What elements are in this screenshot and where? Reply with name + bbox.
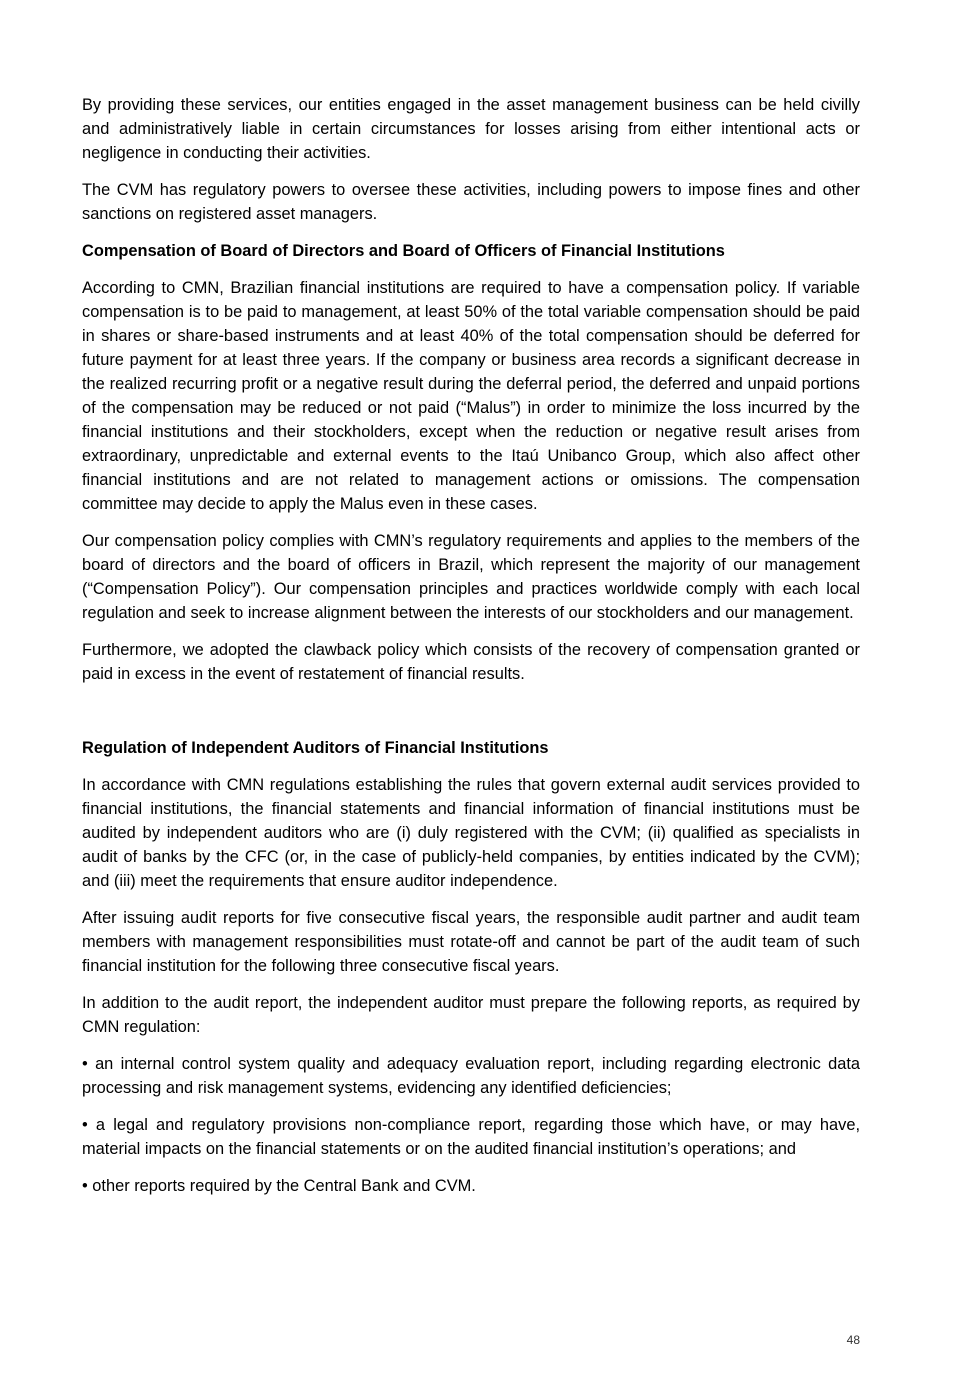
paragraph-cvm-powers: The CVM has regulatory powers to oversee these activities, including powers to impose fines and other sanctions on registered asset managers.	[82, 181, 860, 223]
paragraph-compensation-compliance: Our compensation policy complies with CMN’s regulatory requirements and applies to the members of the board of directors and the board of officers in Brazil, which represent the majority of our management (“Compensation Policy”). Our compensation principles and practices worldwide comply with each local regulation and seek to increase alignment between the interests of our stockholders and our management.	[82, 532, 860, 622]
paragraph-compensation-policy: According to CMN, Brazilian financial institutions are required to have a compensation policy. If variable compensation is to be paid to management, at least 50% of the total variable compensation should be paid in shares or share-based instruments and at least 40% of the total compensation should be deferred for future payment for at least three years. If the company or business area records a significant decrease in the realized recurring profit or a negative result during the deferral period, the deferred and unpaid portions of the compensation may be reduced or not paid (“Malus”) in order to minimize the loss incurred by the financial institutions and their stockholders, except when the reduction or negative result arises from extraordinary, unpredictable and external events to the Itaú Unibanco Group, which also affect other financial institutions and are not related to management actions or omissions. The compensation committee may decide to apply the Malus even in these cases.	[82, 279, 860, 513]
paragraph-auditor-requirements: In accordance with CMN regulations establishing the rules that govern external audit services provided to financial institutions, the financial statements and financial information of financial institutions must be audited by independent auditors who are (i) duly registered with the CVM; (ii) qualified as specialists in audit of banks by the CFC (or, in the case of publicly-held companies, by entities indicated by the CVM); and (iii) meet the requirements that ensure auditor independence.	[82, 776, 860, 890]
section-heading-auditors: Regulation of Independent Auditors of Financial Institutions	[82, 739, 549, 757]
section-spacer	[82, 699, 860, 736]
bullet-other-reports: • other reports required by the Central Bank and CVM.	[82, 1177, 476, 1195]
paragraph-auditor-rotation: After issuing audit reports for five consecutive fiscal years, the responsible audit partner and audit team members with management responsibilities must rotate-off and cannot be part of the audit team of such financial institution for the following three consecutive fiscal years.	[82, 909, 860, 975]
section-heading-compensation: Compensation of Board of Directors and Board of Officers of Financial Institutions	[82, 242, 725, 260]
page-number: 48	[846, 1333, 860, 1347]
paragraph-asset-management-liability: By providing these services, our entities engaged in the asset management business can be held civilly and administratively liable in certain circumstances for losses arising from either intentional acts or negligence in conducting their activities.	[82, 96, 860, 162]
paragraph-auditor-reports-intro: In addition to the audit report, the independent auditor must prepare the following reports, as required by CMN regulation:	[82, 994, 860, 1036]
bullet-non-compliance-report: • a legal and regulatory provisions non-compliance report, regarding those which have, or may have, material impacts on the financial statements or on the audited financial institution’s operations; and	[82, 1116, 860, 1158]
paragraph-clawback-policy: Furthermore, we adopted the clawback policy which consists of the recovery of compensation granted or paid in excess in the event of restatement of financial results.	[82, 641, 860, 683]
bullet-internal-control-report: • an internal control system quality and adequacy evaluation report, including regarding electronic data processing and risk management systems, evidencing any identified deficiencies;	[82, 1055, 860, 1097]
document-body	[82, 93, 860, 1211]
